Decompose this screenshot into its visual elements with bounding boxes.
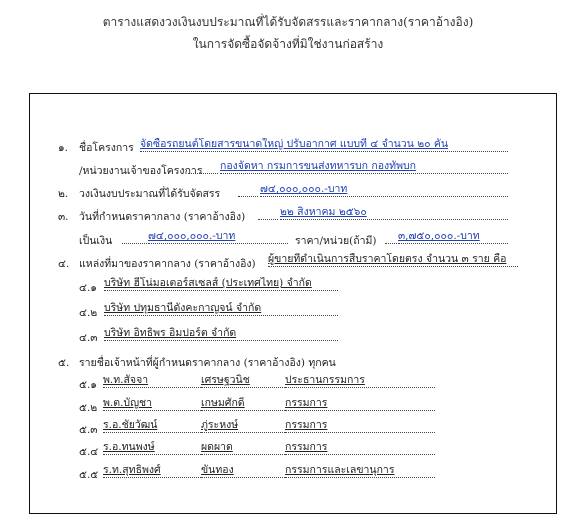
sources-label: แหล่งที่มาของราคากลาง (ราคาอ้างอิง) [79, 258, 256, 270]
amount-dots [122, 230, 147, 244]
item1-label: ชื่อโครงการ [79, 142, 134, 154]
member-2-first-name: พ.ต.บัญชา [103, 397, 201, 411]
item2-number: ๒. [58, 188, 69, 200]
item1-number: ๑. [58, 142, 69, 154]
unit-price-label: ราคา/หน่วย(ถ้ามี) [295, 235, 377, 247]
member-1-number: ๕.๑ [79, 379, 97, 391]
member-4-number: ๕.๔ [79, 446, 99, 458]
unit-price-dots [385, 230, 397, 244]
member-2-number: ๕.๒ [79, 402, 98, 414]
member-4-last-name: ผดผาด [201, 441, 285, 455]
doc-title-line2: ในการจัดซื้อจัดจ้างที่มิใช่งานก่อสร้าง [192, 37, 384, 51]
owner-unit-dots [188, 160, 218, 174]
reference-date-label: วันที่กำหนดราคากลาง (ราคาอ้างอิง) [79, 211, 246, 223]
item5-number: ๕. [58, 357, 70, 369]
member-5-last-name: ขันทอง [201, 464, 285, 478]
member-1-role: ประธานกรรมการ [285, 374, 435, 388]
member-3-role: กรรมการ [285, 419, 435, 433]
owner-unit-value: กองจัดหา กรมการขนส่งทหารบก กองทัพบก [220, 160, 508, 174]
source-3-name: บริษัท อิทธิพร อิมปอร์ต จำกัด [104, 327, 338, 341]
committee-label: รายชื่อเจ้าหน้าที่ผู้กำหนดราคากลาง (ราคาอ้างอิง) ทุกคน [79, 357, 336, 369]
member-2-role: กรรมการ [285, 397, 435, 411]
member-1-first-name: พ.ท.สัจจา [103, 374, 201, 388]
amount-prefix: เป็นเงิน [79, 235, 113, 247]
source-3-number: ๔.๓ [79, 332, 98, 344]
source-2-number: ๔.๒ [79, 307, 98, 319]
project-name-value: จัดซื้อรถยนต์โดยสารขนาดใหญ่ ปรับอากาศ แบบที่ ๔ จำนวน ๒๐ คัน [140, 138, 508, 152]
owner-unit-label: /หน่วยงานเจ้าของโครงการ [79, 165, 203, 177]
reference-date-value: ๒๒ สิงหาคม ๒๕๖๐ [280, 206, 508, 220]
member-2-last-name: เกษมศักดิ์ [201, 397, 285, 411]
reference-date-dots [258, 206, 278, 220]
member-4-first-name: ร.อ.ทนพงษ์ [103, 441, 201, 455]
budget-label: วงเงินงบประมาณที่ได้รับจัดสรร [79, 188, 221, 200]
source-1-number: ๔.๑ [79, 282, 97, 294]
doc-title-line1: ตารางแสดงวงเงินงบประมาณที่ได้รับจัดสรรและราคากลาง(ราคาอ้างอิง) [102, 15, 474, 29]
member-3-last-name: ภู่ระหงษ์ [201, 419, 285, 433]
item4-number: ๔. [58, 258, 70, 270]
form-frame [29, 93, 557, 514]
budget-value: ๗๔,๐๐๐,๐๐๐.-บาท [260, 183, 508, 197]
amount-value: ๗๔,๐๐๐,๐๐๐.-บาท [148, 230, 288, 244]
item3-number: ๓. [58, 211, 69, 223]
source-1-name: บริษัท ฮีโน่มอเตอร์สเซลส์ (ประเทศไทย) จำกัด [104, 277, 338, 291]
member-3-number: ๕.๓ [79, 424, 98, 436]
member-3-first-name: ร.อ.ชัยวัฒน์ [103, 419, 201, 433]
source-2-name: บริษัท ปทุมธานีดังคะกาญจน์ จำกัด [104, 302, 338, 316]
sources-value: ผู้ขายที่ดำเนินการสืบราคาโดยตรง จำนวน ๓ ราย คือ [268, 253, 518, 267]
member-1-last-name: เศรษฐวนิช [201, 374, 285, 388]
member-5-first-name: ร.ท.สุทธิพงศ์ [103, 464, 201, 478]
member-4-role: กรรมการ [285, 441, 435, 455]
member-5-number: ๕.๕ [79, 469, 99, 481]
budget-dots [238, 183, 258, 197]
member-5-role: กรรมการและเลขานุการ [285, 464, 435, 478]
unit-price-value: ๓,๗๕๐,๐๐๐.-บาท [398, 230, 508, 244]
